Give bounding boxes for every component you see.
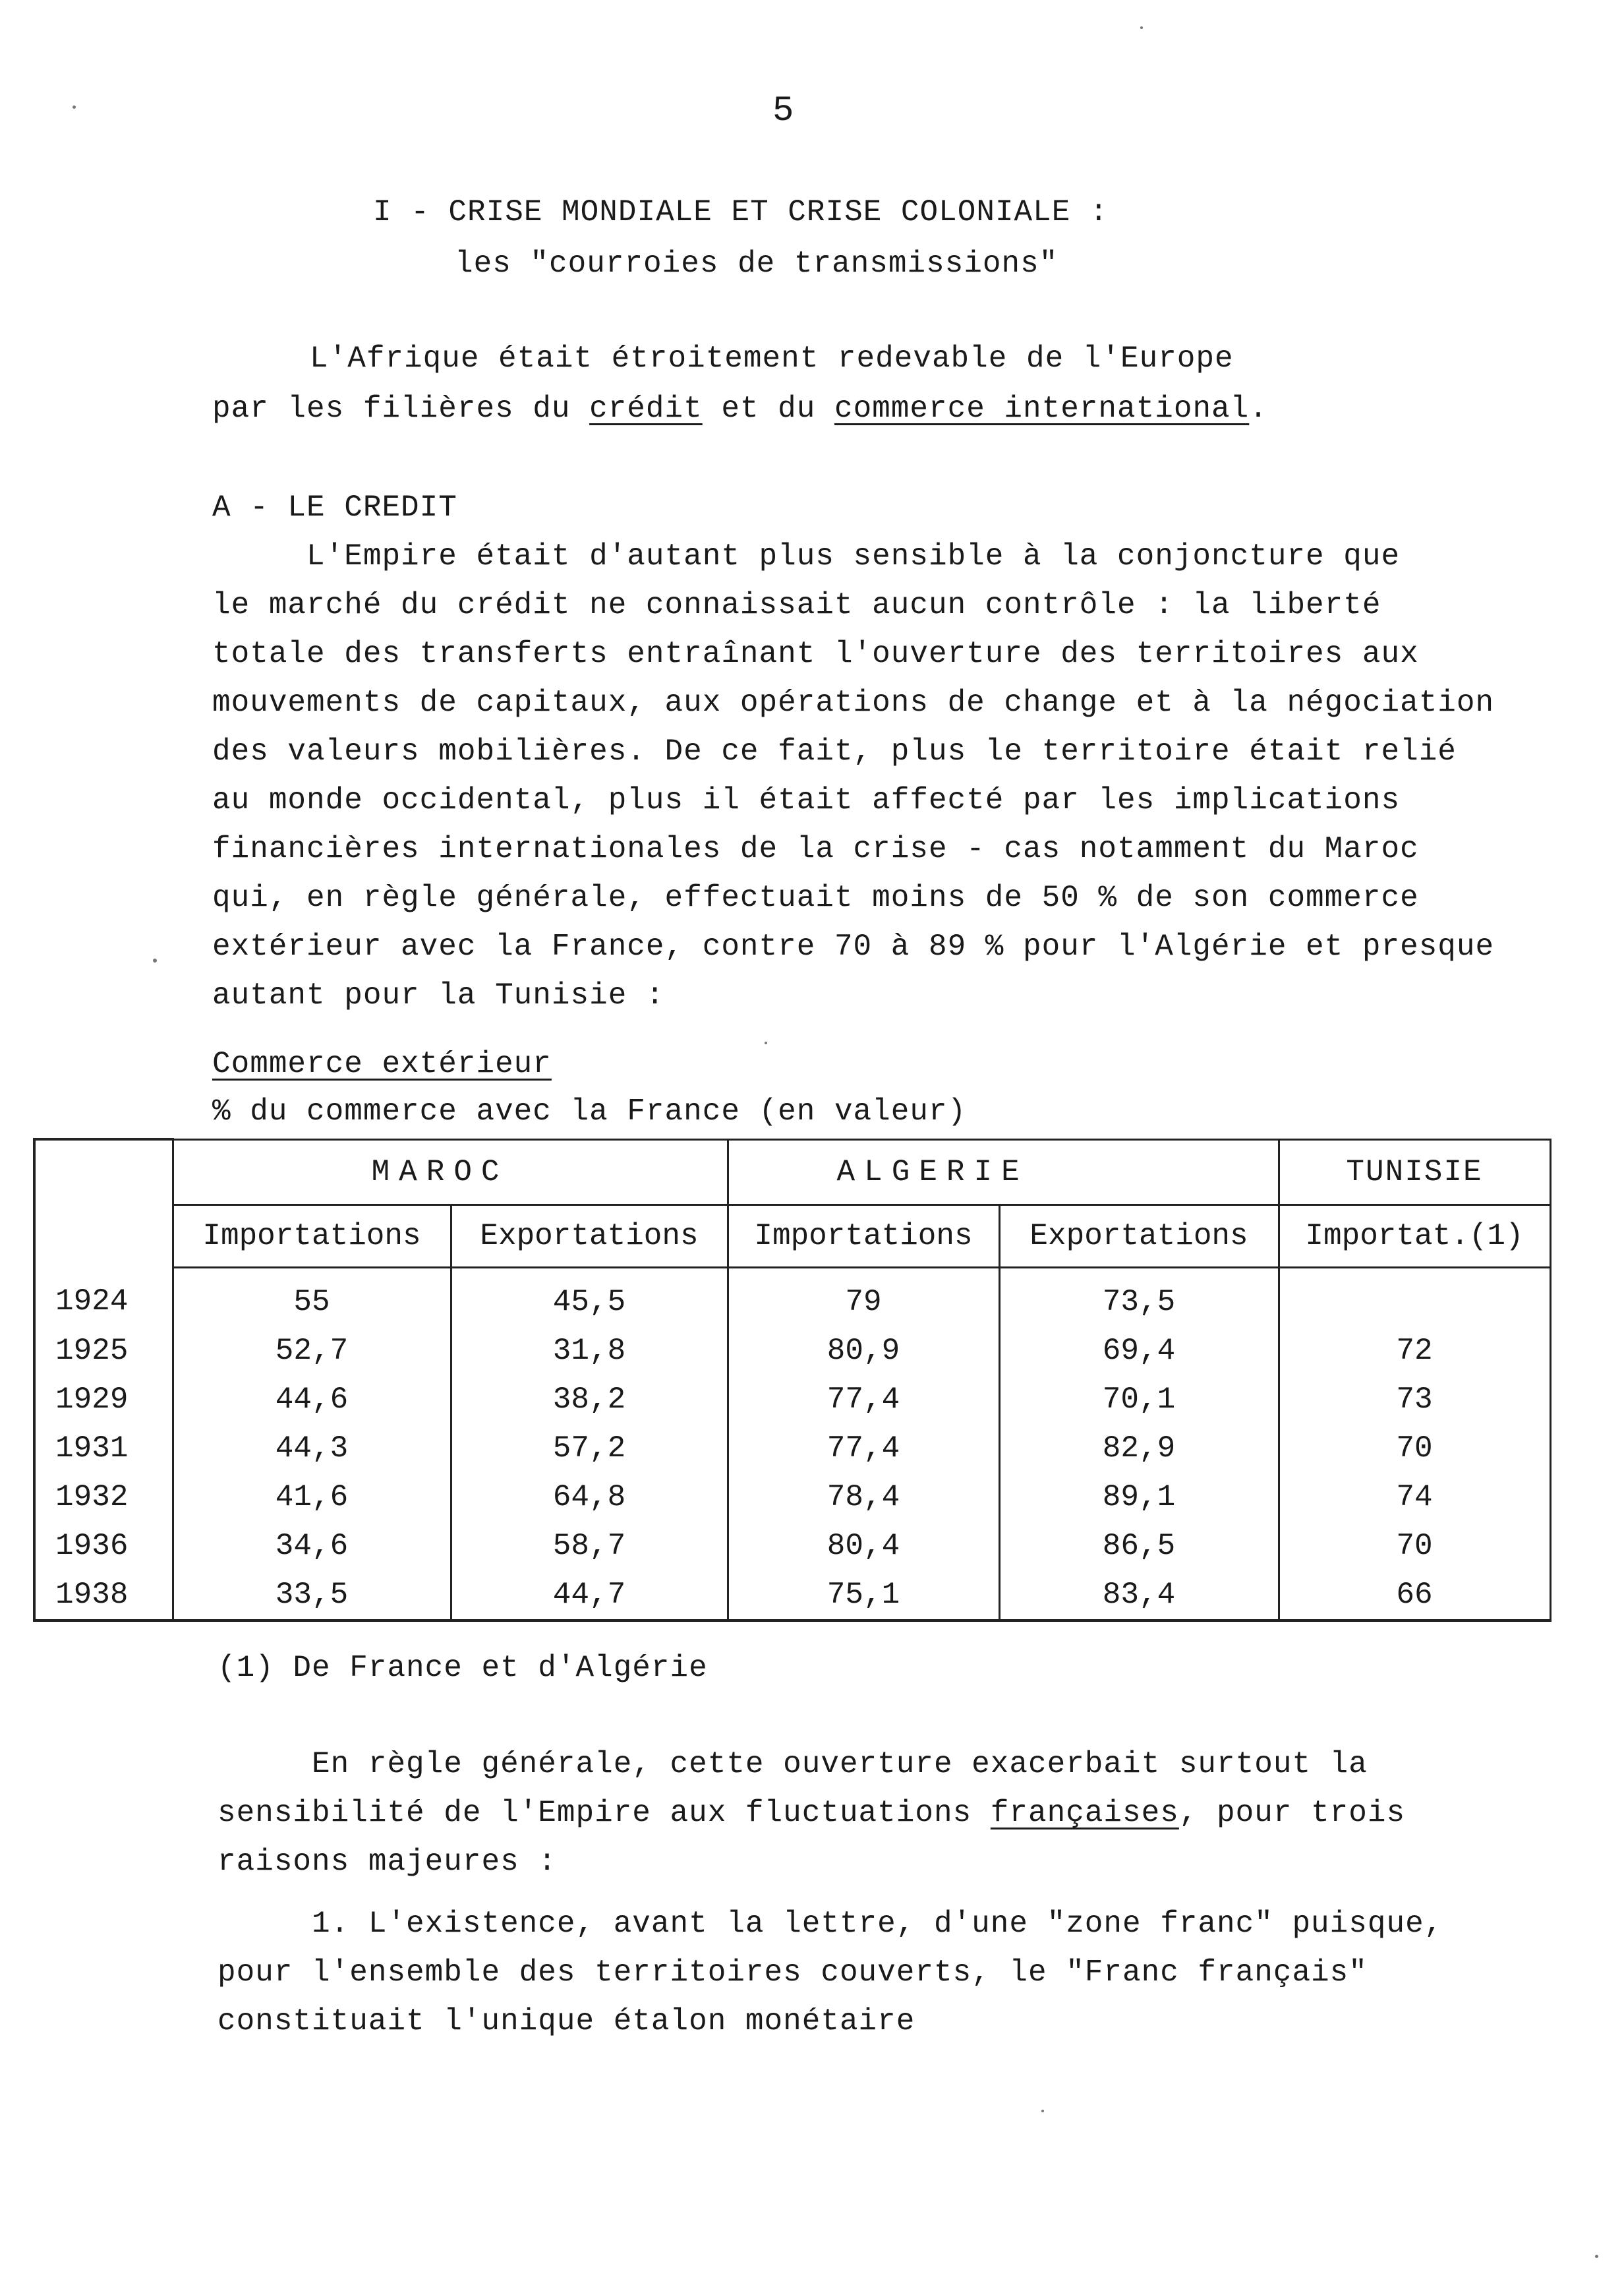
value-cell: 52,7 bbox=[173, 1326, 451, 1375]
section-subheading: les "courroies de transmissions" bbox=[455, 247, 1058, 281]
value-cell: 75,1 bbox=[728, 1570, 999, 1620]
year-cell: 1936 bbox=[34, 1522, 173, 1570]
value-cell bbox=[1279, 1267, 1550, 1326]
value-cell: 58,7 bbox=[451, 1522, 728, 1570]
value-cell: 55 bbox=[173, 1267, 451, 1326]
column-header: Exportations bbox=[999, 1204, 1279, 1267]
closing-francaises-underlined: françaises bbox=[990, 1796, 1179, 1830]
scan-speck bbox=[1041, 2110, 1044, 2112]
value-cell: 89,1 bbox=[999, 1473, 1279, 1522]
value-cell: 86,5 bbox=[999, 1522, 1279, 1570]
value-cell: 34,6 bbox=[173, 1522, 451, 1570]
value-cell: 44,3 bbox=[173, 1424, 451, 1473]
column-header: Importations bbox=[728, 1204, 999, 1267]
intro-credit-underlined: crédit bbox=[589, 392, 703, 426]
value-cell: 70 bbox=[1279, 1522, 1550, 1570]
value-cell: 77,4 bbox=[728, 1424, 999, 1473]
body-line: extérieur avec la France, contre 70 à 89 % pour l'Algérie et presque bbox=[212, 930, 1495, 964]
scan-speck bbox=[765, 1042, 767, 1044]
year-cell: 1925 bbox=[34, 1326, 173, 1375]
section-a-title: A - LE CREDIT bbox=[212, 490, 457, 525]
value-cell: 82,9 bbox=[999, 1424, 1279, 1473]
value-cell: 83,4 bbox=[999, 1570, 1279, 1620]
year-cell: 1932 bbox=[34, 1473, 173, 1522]
table-group-header-row bbox=[34, 1139, 1550, 1204]
value-cell: 41,6 bbox=[173, 1473, 451, 1522]
closing-line-2 bbox=[218, 1789, 1405, 1837]
table-row bbox=[34, 1267, 1550, 1326]
table-corner-cell bbox=[34, 1139, 173, 1267]
value-cell: 45,5 bbox=[451, 1267, 728, 1326]
closing-text-b: , pour trois bbox=[1178, 1796, 1406, 1830]
value-cell: 70,1 bbox=[999, 1375, 1279, 1424]
body-line: au monde occidental, plus il était affecté par les implications bbox=[212, 783, 1401, 818]
scan-speck bbox=[72, 105, 76, 109]
value-cell: 33,5 bbox=[173, 1570, 451, 1620]
value-cell: 80,9 bbox=[728, 1326, 999, 1375]
intro-text-c: . bbox=[1249, 392, 1268, 426]
value-cell: 77,4 bbox=[728, 1375, 999, 1424]
group-header-maroc: MAROC bbox=[173, 1139, 728, 1204]
column-header: Importat.(1) bbox=[1279, 1204, 1550, 1267]
table-row bbox=[34, 1473, 1550, 1522]
table-caption-title: Commerce extérieur bbox=[212, 1047, 552, 1081]
closing-line-1: En règle générale, cette ouverture exacerbait surtout la bbox=[218, 1747, 1368, 1781]
body-line: totale des transferts entraînant l'ouverture des territoires aux bbox=[212, 637, 1419, 671]
section-heading: I - CRISE MONDIALE ET CRISE COLONIALE : bbox=[373, 195, 1109, 229]
value-cell: 44,7 bbox=[451, 1570, 728, 1620]
intro-line-2 bbox=[212, 385, 1268, 432]
value-cell: 64,8 bbox=[451, 1473, 728, 1522]
closing-line-3: raisons majeures : bbox=[218, 1845, 557, 1879]
year-cell: 1929 bbox=[34, 1375, 173, 1424]
table-row bbox=[34, 1570, 1550, 1620]
group-header-tunisie: TUNISIE bbox=[1279, 1139, 1550, 1204]
value-cell: 57,2 bbox=[451, 1424, 728, 1473]
body-line: autant pour la Tunisie : bbox=[212, 978, 665, 1013]
scan-speck bbox=[153, 959, 157, 963]
intro-commerce-underlined: commerce international bbox=[834, 392, 1250, 426]
group-header-algerie: ALGERIE bbox=[728, 1139, 1279, 1204]
column-header: Exportations bbox=[451, 1204, 728, 1267]
body-line: mouvements de capitaux, aux opérations de change et à la négociation bbox=[212, 686, 1495, 720]
item-1-line-2: pour l'ensemble des territoires couverts, le "Franc français" bbox=[218, 1955, 1368, 1990]
value-cell: 31,8 bbox=[451, 1326, 728, 1375]
table-row bbox=[34, 1424, 1550, 1473]
value-cell: 70 bbox=[1279, 1424, 1550, 1473]
value-cell: 38,2 bbox=[451, 1375, 728, 1424]
body-line: le marché du crédit ne connaissait aucun contrôle : la liberté bbox=[212, 588, 1381, 622]
page-number: 5 bbox=[772, 91, 794, 131]
table-row bbox=[34, 1326, 1550, 1375]
trade-table bbox=[33, 1138, 1552, 1622]
item-1-line-1: 1. L'existence, avant la lettre, d'une "zone franc" puisque, bbox=[218, 1907, 1443, 1941]
intro-text-a: par les filières du bbox=[212, 392, 590, 426]
year-cell: 1938 bbox=[34, 1570, 173, 1620]
value-cell: 78,4 bbox=[728, 1473, 999, 1522]
scan-speck bbox=[1595, 2255, 1598, 2258]
item-1-line-3: constituait l'unique étalon monétaire bbox=[218, 2004, 915, 2038]
value-cell: 66 bbox=[1279, 1570, 1550, 1620]
value-cell: 73 bbox=[1279, 1375, 1550, 1424]
value-cell: 79 bbox=[728, 1267, 999, 1326]
closing-text-a: sensibilité de l'Empire aux fluctuations bbox=[218, 1796, 991, 1830]
table-column-header-row bbox=[34, 1204, 1550, 1267]
value-cell: 73,5 bbox=[999, 1267, 1279, 1326]
value-cell: 80,4 bbox=[728, 1522, 999, 1570]
value-cell: 69,4 bbox=[999, 1326, 1279, 1375]
table-row bbox=[34, 1375, 1550, 1424]
year-cell: 1931 bbox=[34, 1424, 173, 1473]
table-row bbox=[34, 1522, 1550, 1570]
column-header: Importations bbox=[173, 1204, 451, 1267]
value-cell: 74 bbox=[1279, 1473, 1550, 1522]
body-line: qui, en règle générale, effectuait moins de 50 % de son commerce bbox=[212, 881, 1419, 915]
year-cell: 1924 bbox=[34, 1267, 173, 1326]
intro-text-b: et du bbox=[702, 392, 834, 426]
value-cell: 72 bbox=[1279, 1326, 1550, 1375]
scan-speck bbox=[1140, 26, 1143, 29]
table-caption-subtitle: % du commerce avec la France (en valeur) bbox=[212, 1094, 967, 1129]
intro-line-1: L'Afrique était étroitement redevable de l'Europe bbox=[310, 342, 1234, 376]
body-line: des valeurs mobilières. De ce fait, plus le territoire était relié bbox=[212, 734, 1457, 769]
table-footnote: (1) De France et d'Algérie bbox=[218, 1651, 708, 1685]
body-line: financières internationales de la crise - cas notamment du Maroc bbox=[212, 832, 1419, 866]
body-line: L'Empire était d'autant plus sensible à la conjoncture que bbox=[212, 539, 1401, 574]
value-cell: 44,6 bbox=[173, 1375, 451, 1424]
